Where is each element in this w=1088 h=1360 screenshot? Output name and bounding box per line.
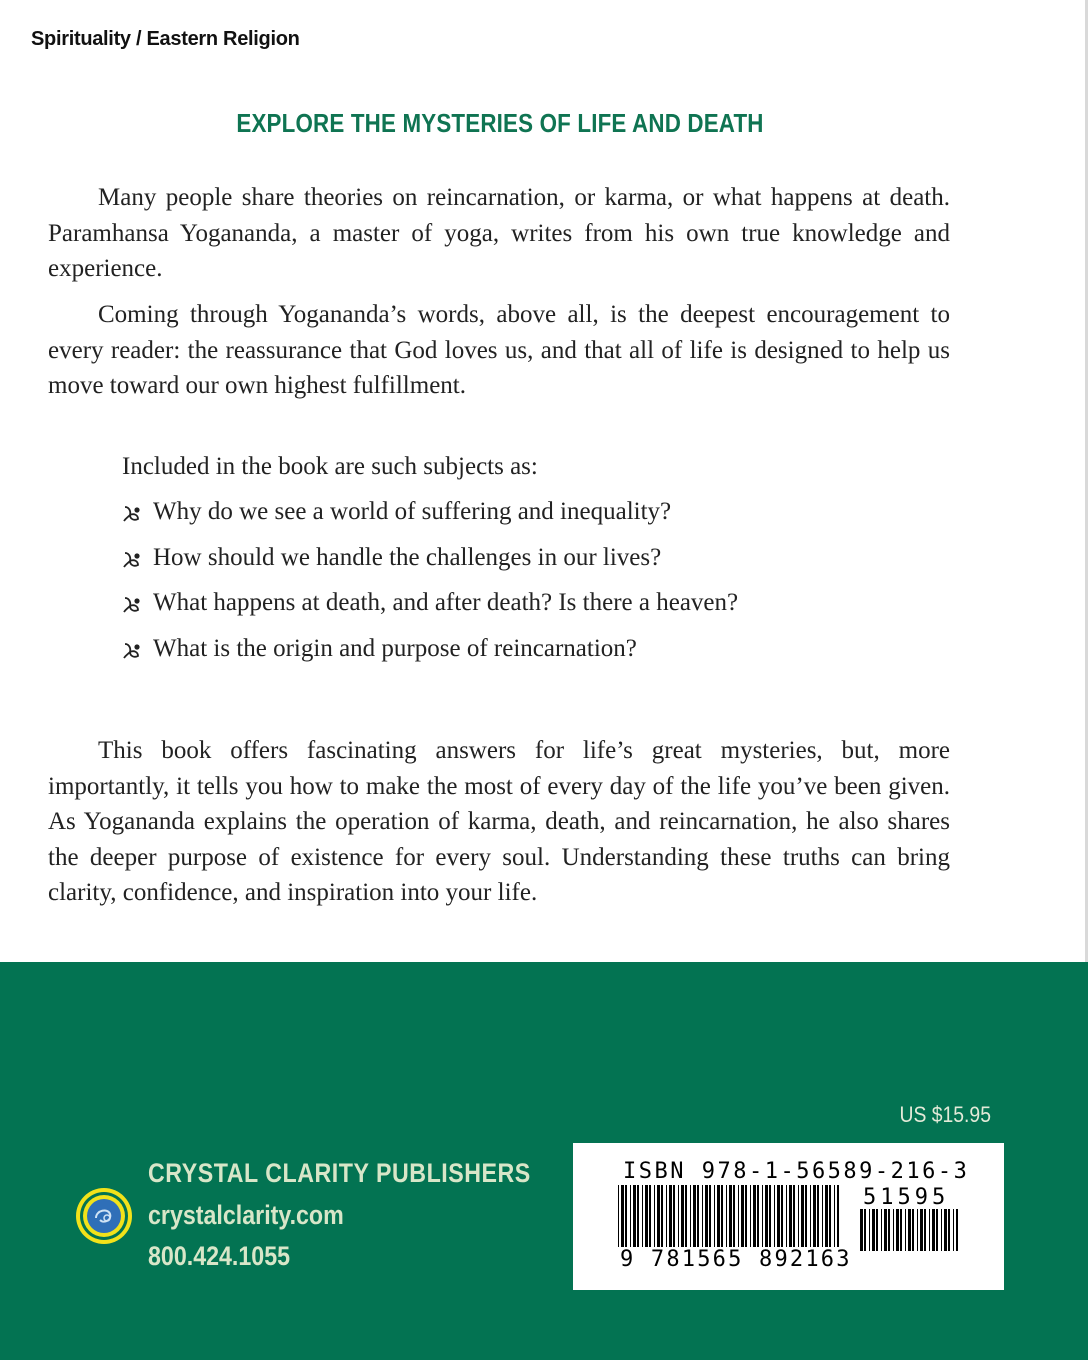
barcode-bar [924,1209,926,1251]
leaf-bullet-icon [122,504,144,524]
barcode-bar [893,1209,894,1251]
paragraph-intro: Many people share theories on reincarnation, or karma, or what happens at death. Paramhansa Yogananda, a master of yoga, writes from his own true knowledge and experience. [48,184,950,282]
addon-code: 51595 [863,1185,950,1210]
barcode-bar [917,1209,918,1251]
isbn-text: ISBN 978-1-56589-216-3 [623,1159,970,1184]
list-item [122,589,738,635]
subject-text: Why do we see a world of suffering and inequality? [153,498,672,525]
list-item [122,635,738,681]
barcode-bar [912,1209,914,1251]
barcode-panel [573,1143,1004,1290]
publisher-website: crystalclarity.com [148,1200,344,1230]
barcode-bar [920,1209,923,1251]
barcode-bar [936,1209,938,1251]
paragraph-summary: This book offers fascinating answers for life’s great mysteries, but, more importantly, it tells you how to make the most of every day of the life you’ve been given. As Yogananda explains the operation of karma, death, and reincarnation, he also shares the deeper purpose of existence for every soul. Understanding these truths can bring clarity, confidence, and inspiration into your life. [48,737,950,906]
barcode-bar [860,1209,863,1251]
publisher-phone: 800.424.1055 [148,1241,291,1271]
barcode-bar [908,1209,911,1251]
barcode-bar [953,1209,954,1251]
leaf-bullet-icon [122,641,144,661]
publisher-logo-icon [74,1186,134,1246]
publisher-name: CRYSTAL CLARITY PUBLISHERS [148,1158,531,1188]
barcode-bar [905,1209,906,1251]
barcode-bar [929,1209,930,1251]
barcode-digits: 9 781565 892163 [620,1247,852,1272]
subjects-intro: Included in the book are such subjects as: [122,453,538,480]
barcode-bar [944,1209,947,1251]
paragraph-encouragement: Coming through Yogananda’s words, above all, is the deepest encouragement to every reader: the reassurance that God loves us, and that all of life is designed to help us move toward our own highest fulfillment. [48,301,950,399]
subjects-list [122,498,738,680]
list-item [122,544,738,590]
leaf-bullet-icon [122,595,144,615]
barcode-bar [872,1209,875,1251]
list-item [122,498,738,544]
barcode-bar [876,1209,878,1251]
subject-text: What is the origin and purpose of reincarnation? [153,634,637,662]
barcode-bar [896,1209,899,1251]
subject-text: What happens at death, and after death? Is there a heaven? [153,589,739,616]
barcode-bar [941,1209,942,1251]
barcode-bar [900,1209,902,1251]
barcode-bar [884,1209,887,1251]
barcode-bar [869,1209,870,1251]
footer-band [0,962,1088,1360]
barcode-bar [881,1209,882,1251]
subject-text: How should we handle the challenges in our lives? [153,543,662,571]
category-label: Spirituality / Eastern Religion [31,28,300,50]
barcode-bar [888,1209,890,1251]
barcode-bar [864,1209,866,1251]
price-label: US $15.95 [899,1102,991,1127]
barcode-bar [932,1209,935,1251]
barcode-bar [956,1209,958,1251]
barcode-bar [948,1209,950,1251]
headline: EXPLORE THE MYSTERIES OF LIFE AND DEATH [236,108,764,138]
leaf-bullet-icon [122,550,144,570]
